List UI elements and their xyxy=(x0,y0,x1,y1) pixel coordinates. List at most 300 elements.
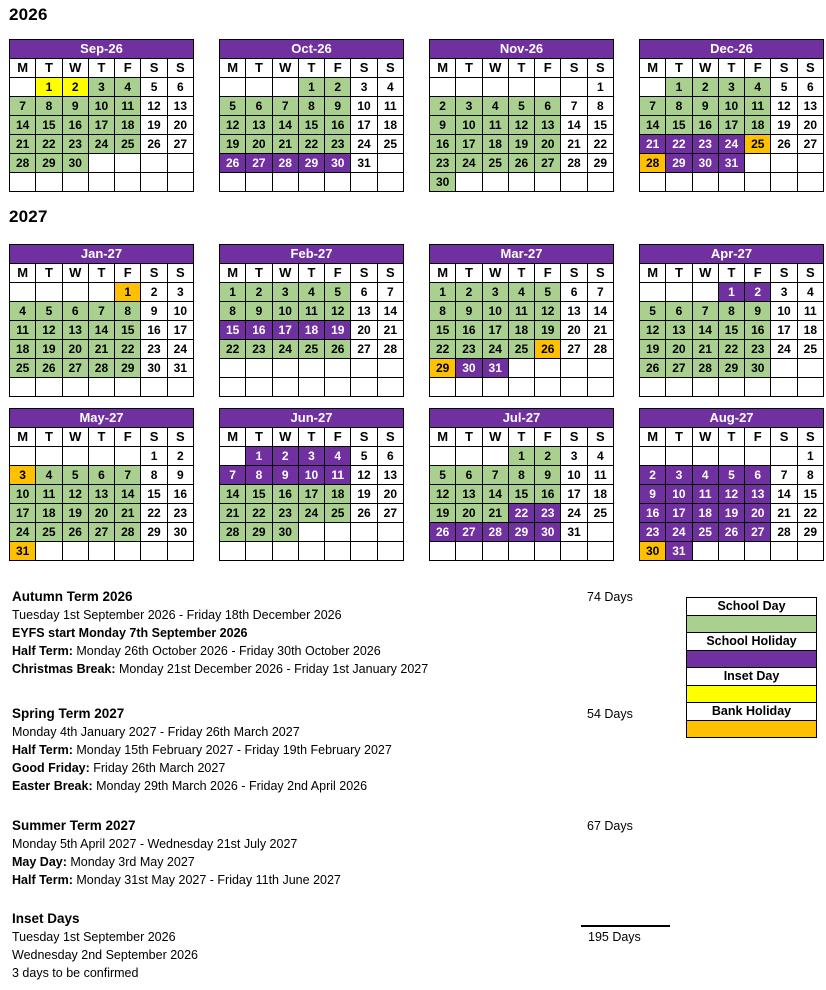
weekday-header: M xyxy=(430,428,456,447)
day-cell: 4 xyxy=(10,302,36,321)
day-cell: 21 xyxy=(692,340,718,359)
weekday-header: M xyxy=(640,59,666,78)
week-row xyxy=(10,135,194,154)
day-cell: 18 xyxy=(745,116,771,135)
week-row xyxy=(220,485,404,504)
day-cell: 23 xyxy=(535,504,561,523)
empty-cell xyxy=(36,283,62,302)
day-cell: 15 xyxy=(220,321,246,340)
empty-cell xyxy=(587,542,613,561)
week-row xyxy=(220,78,404,97)
week-row xyxy=(220,154,404,173)
day-cell: 20 xyxy=(745,504,771,523)
day-cell: 15 xyxy=(115,321,141,340)
day-cell: 24 xyxy=(88,135,114,154)
day-cell: 12 xyxy=(141,97,167,116)
empty-cell xyxy=(587,173,613,192)
day-cell: 31 xyxy=(666,542,692,561)
day-cell: 13 xyxy=(561,302,587,321)
empty-cell xyxy=(272,378,298,397)
day-cell: 2 xyxy=(745,283,771,302)
day-cell: 15 xyxy=(508,485,534,504)
day-cell: 27 xyxy=(246,154,272,173)
day-cell: 11 xyxy=(692,485,718,504)
empty-cell xyxy=(115,542,141,561)
day-cell: 22 xyxy=(797,504,823,523)
day-cell: 3 xyxy=(482,283,508,302)
day-cell: 18 xyxy=(115,116,141,135)
day-cell: 26 xyxy=(718,523,744,542)
weekday-header: T xyxy=(508,264,534,283)
empty-cell xyxy=(561,78,587,97)
week-row xyxy=(640,302,824,321)
day-cell: 16 xyxy=(745,321,771,340)
empty-cell xyxy=(36,447,62,466)
day-cell: 29 xyxy=(508,523,534,542)
day-cell: 23 xyxy=(246,340,272,359)
day-cell: 25 xyxy=(10,359,36,378)
week-row xyxy=(220,302,404,321)
week-row xyxy=(220,359,404,378)
day-cell: 15 xyxy=(246,485,272,504)
day-cell: 16 xyxy=(325,116,351,135)
day-cell: 7 xyxy=(692,302,718,321)
day-cell: 3 xyxy=(561,447,587,466)
empty-cell xyxy=(115,173,141,192)
term-line-text: Friday 26th March 2027 xyxy=(89,761,226,775)
empty-cell xyxy=(666,173,692,192)
empty-cell xyxy=(10,378,36,397)
day-cell: 17 xyxy=(482,321,508,340)
day-cell: 28 xyxy=(88,359,114,378)
day-cell: 30 xyxy=(325,154,351,173)
weekday-header: S xyxy=(587,428,613,447)
empty-cell xyxy=(745,447,771,466)
day-cell: 5 xyxy=(351,447,377,466)
month-calendar-may-27 xyxy=(9,408,194,561)
day-cell: 31 xyxy=(167,359,193,378)
day-cell: 14 xyxy=(561,116,587,135)
legend-label-bank-holiday: Bank Holiday xyxy=(687,703,817,721)
empty-cell xyxy=(482,173,508,192)
weekday-header: S xyxy=(797,428,823,447)
empty-cell xyxy=(141,542,167,561)
day-cell: 10 xyxy=(561,466,587,485)
weekday-header: T xyxy=(88,59,114,78)
day-cell: 19 xyxy=(771,116,797,135)
week-row xyxy=(10,466,194,485)
week-row xyxy=(640,116,824,135)
day-cell: 10 xyxy=(298,466,324,485)
empty-cell xyxy=(220,359,246,378)
week-row xyxy=(220,321,404,340)
day-cell: 7 xyxy=(482,466,508,485)
weekday-header: S xyxy=(351,264,377,283)
empty-cell xyxy=(298,359,324,378)
empty-cell xyxy=(561,173,587,192)
day-cell: 24 xyxy=(298,504,324,523)
weekday-header: T xyxy=(718,428,744,447)
empty-cell xyxy=(718,542,744,561)
day-cell: 24 xyxy=(771,340,797,359)
weekday-header: M xyxy=(640,264,666,283)
week-row xyxy=(10,321,194,340)
day-cell: 7 xyxy=(272,97,298,116)
empty-cell xyxy=(771,378,797,397)
day-cell: 23 xyxy=(141,340,167,359)
empty-cell xyxy=(797,154,823,173)
day-cell: 21 xyxy=(587,321,613,340)
term-detail-line xyxy=(12,642,572,660)
day-cell: 16 xyxy=(141,321,167,340)
weekday-header: T xyxy=(246,59,272,78)
day-cell: 20 xyxy=(377,485,403,504)
empty-cell xyxy=(456,542,482,561)
empty-cell xyxy=(561,542,587,561)
day-cell: 5 xyxy=(640,302,666,321)
month-header: Feb-27 xyxy=(220,245,404,264)
weekday-header: F xyxy=(115,264,141,283)
empty-cell xyxy=(456,447,482,466)
day-cell: 5 xyxy=(220,97,246,116)
day-cell: 5 xyxy=(535,283,561,302)
day-cell: 26 xyxy=(220,154,246,173)
day-cell: 29 xyxy=(141,523,167,542)
day-cell: 30 xyxy=(535,523,561,542)
day-cell: 15 xyxy=(797,485,823,504)
month-calendar-aug-27 xyxy=(639,408,824,561)
day-cell: 1 xyxy=(718,283,744,302)
week-row xyxy=(640,97,824,116)
empty-cell xyxy=(587,359,613,378)
day-cell: 6 xyxy=(377,447,403,466)
day-cell: 19 xyxy=(141,116,167,135)
week-row xyxy=(220,523,404,542)
week-row xyxy=(430,116,614,135)
term-detail-line xyxy=(12,964,572,982)
week-row xyxy=(430,283,614,302)
day-cell: 8 xyxy=(587,97,613,116)
day-cell: 5 xyxy=(718,466,744,485)
weekday-header: S xyxy=(561,428,587,447)
weekday-header: T xyxy=(88,264,114,283)
day-cell: 16 xyxy=(640,504,666,523)
week-row xyxy=(10,542,194,561)
day-cell: 14 xyxy=(272,116,298,135)
day-cell: 22 xyxy=(115,340,141,359)
day-cell: 25 xyxy=(745,135,771,154)
week-row xyxy=(10,485,194,504)
empty-cell xyxy=(377,173,403,192)
weekday-header: M xyxy=(220,264,246,283)
term-line-text: Monday 31st May 2027 - Friday 11th June 2027 xyxy=(72,873,341,887)
day-cell: 20 xyxy=(246,135,272,154)
empty-cell xyxy=(325,523,351,542)
empty-cell xyxy=(325,359,351,378)
day-cell: 3 xyxy=(456,97,482,116)
weekday-header: F xyxy=(745,59,771,78)
week-row xyxy=(220,466,404,485)
day-cell: 20 xyxy=(666,340,692,359)
day-cell: 12 xyxy=(220,116,246,135)
day-cell: 15 xyxy=(430,321,456,340)
empty-cell xyxy=(88,173,114,192)
day-cell: 4 xyxy=(377,78,403,97)
empty-cell xyxy=(456,173,482,192)
day-cell: 2 xyxy=(62,78,88,97)
day-cell: 3 xyxy=(10,466,36,485)
day-cell: 6 xyxy=(246,97,272,116)
day-cell: 23 xyxy=(272,504,298,523)
day-cell: 15 xyxy=(298,116,324,135)
empty-cell xyxy=(88,447,114,466)
day-cell: 26 xyxy=(351,504,377,523)
day-cell: 30 xyxy=(141,359,167,378)
day-cell: 11 xyxy=(298,302,324,321)
day-cell: 22 xyxy=(430,340,456,359)
day-cell: 17 xyxy=(771,321,797,340)
day-cell: 15 xyxy=(587,116,613,135)
month-calendar-feb-27 xyxy=(219,244,404,397)
day-cell: 18 xyxy=(10,340,36,359)
day-cell: 26 xyxy=(640,359,666,378)
total-day-count: 195 Days xyxy=(581,925,670,944)
day-cell: 30 xyxy=(272,523,298,542)
day-cell: 19 xyxy=(62,504,88,523)
empty-cell xyxy=(771,447,797,466)
day-cell: 2 xyxy=(640,466,666,485)
empty-cell xyxy=(10,283,36,302)
empty-cell xyxy=(10,78,36,97)
day-cell: 28 xyxy=(115,523,141,542)
day-cell: 27 xyxy=(377,504,403,523)
day-cell: 28 xyxy=(771,523,797,542)
day-cell: 13 xyxy=(535,116,561,135)
day-cell: 9 xyxy=(167,466,193,485)
term-line-label: Half Term: xyxy=(12,873,73,887)
week-row xyxy=(10,154,194,173)
weekday-header: T xyxy=(298,428,324,447)
week-row xyxy=(430,359,614,378)
term-section-spring-term-2027 xyxy=(12,705,633,795)
term-detail-line xyxy=(12,606,572,624)
empty-cell xyxy=(220,542,246,561)
week-row xyxy=(10,283,194,302)
day-cell: 28 xyxy=(640,154,666,173)
day-cell: 6 xyxy=(62,302,88,321)
weekday-header: T xyxy=(36,264,62,283)
day-cell: 11 xyxy=(587,466,613,485)
day-cell: 5 xyxy=(430,466,456,485)
day-cell: 13 xyxy=(797,97,823,116)
day-cell: 22 xyxy=(587,135,613,154)
day-cell: 11 xyxy=(115,97,141,116)
day-cell: 12 xyxy=(771,97,797,116)
day-cell: 11 xyxy=(10,321,36,340)
term-line-text: Tuesday 1st September 2026 - Friday 18th December 2026 xyxy=(12,608,342,622)
day-cell: 30 xyxy=(745,359,771,378)
weekday-header: S xyxy=(771,264,797,283)
weekday-header: T xyxy=(718,264,744,283)
term-line-text: Monday 26th October 2026 - Friday 30th October 2026 xyxy=(72,644,381,658)
empty-cell xyxy=(115,447,141,466)
day-cell: 19 xyxy=(36,340,62,359)
day-cell: 6 xyxy=(561,283,587,302)
day-cell: 30 xyxy=(692,154,718,173)
empty-cell xyxy=(246,378,272,397)
weekday-header: M xyxy=(220,59,246,78)
day-cell: 18 xyxy=(692,504,718,523)
day-cell: 8 xyxy=(718,302,744,321)
term-line-text: Monday 4th January 2027 - Friday 26th March 2027 xyxy=(12,725,300,739)
empty-cell xyxy=(692,173,718,192)
day-cell: 7 xyxy=(640,97,666,116)
day-cell: 5 xyxy=(62,466,88,485)
day-cell: 1 xyxy=(36,78,62,97)
day-cell: 23 xyxy=(430,154,456,173)
month-header: Mar-27 xyxy=(430,245,614,264)
day-cell: 12 xyxy=(325,302,351,321)
week-row xyxy=(220,447,404,466)
day-cell: 2 xyxy=(167,447,193,466)
weekday-header: T xyxy=(666,264,692,283)
day-cell: 14 xyxy=(10,116,36,135)
day-cell: 24 xyxy=(272,340,298,359)
day-cell: 4 xyxy=(36,466,62,485)
term-line-label: Half Term: xyxy=(12,644,73,658)
day-cell: 22 xyxy=(246,504,272,523)
day-cell: 23 xyxy=(456,340,482,359)
term-line-label: Christmas Break: xyxy=(12,662,116,676)
weekday-header: T xyxy=(298,59,324,78)
empty-cell xyxy=(797,359,823,378)
empty-cell xyxy=(220,173,246,192)
weekday-header: S xyxy=(377,428,403,447)
empty-cell xyxy=(351,378,377,397)
weekday-header: S xyxy=(167,428,193,447)
month-header: Sep-26 xyxy=(10,40,194,59)
empty-cell xyxy=(535,378,561,397)
empty-cell xyxy=(718,447,744,466)
day-cell: 27 xyxy=(666,359,692,378)
week-row xyxy=(640,78,824,97)
empty-cell xyxy=(640,283,666,302)
day-cell: 31 xyxy=(482,359,508,378)
day-cell: 12 xyxy=(718,485,744,504)
term-line-text: Monday 3rd May 2027 xyxy=(66,855,195,869)
empty-cell xyxy=(745,378,771,397)
week-row xyxy=(640,135,824,154)
day-cell: 11 xyxy=(482,116,508,135)
empty-cell xyxy=(88,542,114,561)
day-cell: 11 xyxy=(36,485,62,504)
week-row xyxy=(220,173,404,192)
empty-cell xyxy=(62,378,88,397)
empty-cell xyxy=(325,542,351,561)
empty-cell xyxy=(351,523,377,542)
day-cell: 22 xyxy=(36,135,62,154)
day-cell: 25 xyxy=(325,504,351,523)
empty-cell xyxy=(141,173,167,192)
day-cell: 14 xyxy=(482,485,508,504)
day-cell: 17 xyxy=(272,321,298,340)
term-line-text: Monday 15th February 2027 - Friday 19th February 2027 xyxy=(72,743,392,757)
week-row xyxy=(640,154,824,173)
day-cell: 27 xyxy=(561,340,587,359)
day-cell: 16 xyxy=(62,116,88,135)
legend-label-inset-day: Inset Day xyxy=(687,668,817,686)
term-section-summer-term-2027 xyxy=(12,817,633,889)
day-cell: 10 xyxy=(167,302,193,321)
empty-cell xyxy=(167,173,193,192)
weekday-header: W xyxy=(482,264,508,283)
empty-cell xyxy=(167,378,193,397)
day-cell: 27 xyxy=(456,523,482,542)
week-row xyxy=(640,359,824,378)
day-cell: 31 xyxy=(718,154,744,173)
day-cell: 27 xyxy=(797,135,823,154)
empty-cell xyxy=(298,378,324,397)
weekday-header: M xyxy=(430,264,456,283)
day-cell: 8 xyxy=(246,466,272,485)
empty-cell xyxy=(587,378,613,397)
term-day-count: 54 Days xyxy=(587,707,633,721)
term-detail-line xyxy=(12,777,572,795)
term-line-text: Wednesday 2nd September 2026 xyxy=(12,948,199,962)
weekday-header: T xyxy=(246,428,272,447)
year-heading-2027: 2027 xyxy=(9,207,48,226)
day-cell: 17 xyxy=(88,116,114,135)
day-cell: 6 xyxy=(745,466,771,485)
weekday-header: T xyxy=(508,428,534,447)
day-cell: 13 xyxy=(377,466,403,485)
day-cell: 19 xyxy=(718,504,744,523)
weekday-header: T xyxy=(666,59,692,78)
empty-cell xyxy=(10,447,36,466)
week-row xyxy=(10,78,194,97)
empty-cell xyxy=(246,359,272,378)
day-cell: 14 xyxy=(377,302,403,321)
term-detail-line xyxy=(12,723,572,741)
weekday-header: F xyxy=(325,264,351,283)
empty-cell xyxy=(246,173,272,192)
empty-cell xyxy=(771,359,797,378)
empty-cell xyxy=(797,378,823,397)
weekday-header: T xyxy=(36,428,62,447)
day-cell: 2 xyxy=(430,97,456,116)
day-cell: 13 xyxy=(167,97,193,116)
week-row xyxy=(640,542,824,561)
term-heading-summer-term-2027: Summer Term 2027 67 Days xyxy=(12,818,633,833)
day-cell: 2 xyxy=(246,283,272,302)
day-cell: 22 xyxy=(508,504,534,523)
day-cell: 10 xyxy=(351,97,377,116)
week-row xyxy=(430,504,614,523)
empty-cell xyxy=(351,359,377,378)
day-cell: 19 xyxy=(640,340,666,359)
day-cell: 24 xyxy=(561,504,587,523)
empty-cell xyxy=(351,173,377,192)
week-row xyxy=(640,447,824,466)
day-cell: 4 xyxy=(115,78,141,97)
day-cell: 14 xyxy=(771,485,797,504)
day-cell: 18 xyxy=(797,321,823,340)
day-cell: 11 xyxy=(325,466,351,485)
week-row xyxy=(430,321,614,340)
day-cell: 1 xyxy=(115,283,141,302)
week-row xyxy=(10,359,194,378)
term-detail-line xyxy=(12,946,572,964)
